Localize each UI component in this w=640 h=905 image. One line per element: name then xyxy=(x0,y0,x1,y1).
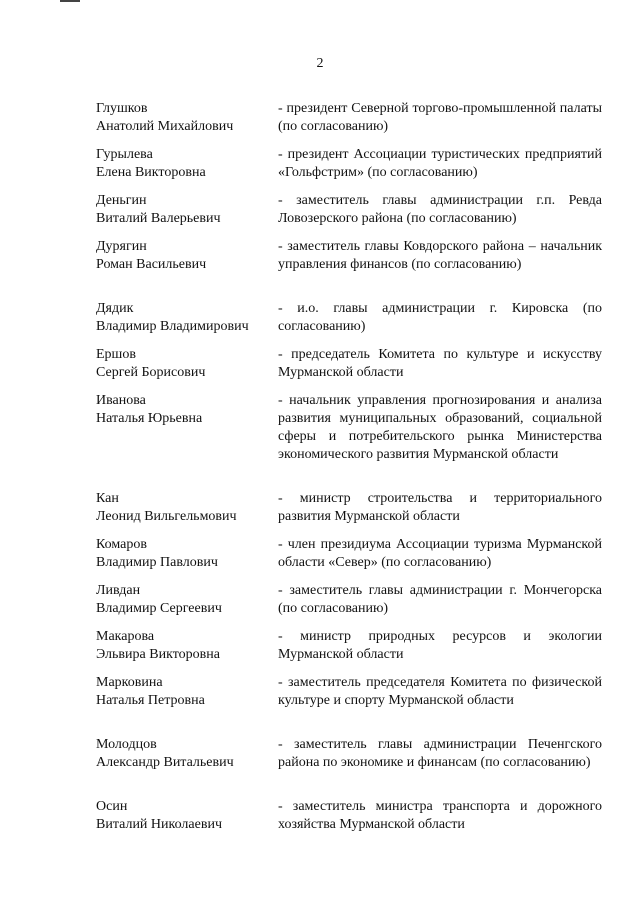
member-surname: Гурылева xyxy=(96,147,153,162)
member-surname: Глушков xyxy=(96,101,148,116)
member-name xyxy=(96,536,276,572)
member-name xyxy=(96,392,276,428)
top-rule xyxy=(60,0,80,2)
member-surname: Дурягин xyxy=(96,239,147,254)
member-given-names: Александр Витальевич xyxy=(96,755,234,770)
member-name xyxy=(96,674,276,710)
member-name xyxy=(96,736,276,772)
member-name xyxy=(96,192,276,228)
member-role: - заместитель председателя Комитета по физической культуре и спорту Мурманской области xyxy=(278,675,602,708)
member-role: - министр строительства и территориального развития Мурманской области xyxy=(278,491,602,524)
member-name xyxy=(96,146,276,182)
member-given-names: Владимир Сергеевич xyxy=(96,601,222,616)
member-role: - заместитель главы администрации Печенгского района по экономике и финансам (по согласованию) xyxy=(278,737,602,770)
member-role: - член президиума Ассоциации туризма Мурманской области «Север» (по согласованию) xyxy=(278,537,602,570)
member-surname: Макарова xyxy=(96,629,155,644)
member-surname: Ливдан xyxy=(96,583,141,598)
member-given-names: Наталья Юрьевна xyxy=(96,411,203,426)
member-role: - председатель Комитета по культуре и искусству Мурманской области xyxy=(278,347,602,380)
member-surname: Осин xyxy=(96,799,128,814)
member-name xyxy=(96,628,276,664)
member-given-names: Эльвира Викторовна xyxy=(96,647,220,662)
member-given-names: Роман Васильевич xyxy=(96,257,207,272)
member-role: - заместитель главы администрации г.п. Ревда Ловозерского района (по согласованию) xyxy=(278,193,602,226)
member-surname: Дядик xyxy=(96,301,134,316)
member-given-names: Елена Викторовна xyxy=(96,165,206,180)
member-role: - заместитель главы администрации г. Мончегорска (по согласованию) xyxy=(278,583,602,616)
member-role: - министр природных ресурсов и экологии Мурманской области xyxy=(278,629,602,662)
member-name xyxy=(96,238,276,274)
member-role: - президент Ассоциации туристических предприятий «Гольфстрим» (по согласованию) xyxy=(278,147,602,180)
member-given-names: Сергей Борисович xyxy=(96,365,206,380)
member-given-names: Владимир Павлович xyxy=(96,555,218,570)
member-name xyxy=(96,582,276,618)
member-surname: Комаров xyxy=(96,537,147,552)
member-name xyxy=(96,300,276,336)
member-role: - заместитель министра транспорта и дорожного хозяйства Мурманской области xyxy=(278,799,602,832)
member-given-names: Наталья Петровна xyxy=(96,693,205,708)
member-given-names: Виталий Валерьевич xyxy=(96,211,221,226)
member-given-names: Владимир Владимирович xyxy=(96,319,249,334)
page-number: 2 xyxy=(316,56,324,71)
member-surname: Молодцов xyxy=(96,737,157,752)
member-role: - заместитель главы Ковдорского района – начальник управления финансов (по согласованию) xyxy=(278,239,602,272)
member-surname: Марковина xyxy=(96,675,163,690)
member-surname: Кан xyxy=(96,491,119,506)
member-name xyxy=(96,100,276,136)
member-surname: Ершов xyxy=(96,347,136,362)
member-name xyxy=(96,798,276,834)
member-given-names: Виталий Николаевич xyxy=(96,817,222,832)
member-name xyxy=(96,490,276,526)
member-role: - президент Северной торгово-промышленной палаты (по согласованию) xyxy=(278,101,602,134)
member-surname: Иванова xyxy=(96,393,146,408)
member-given-names: Леонид Вильгельмович xyxy=(96,509,237,524)
member-given-names: Анатолий Михайлович xyxy=(96,119,234,134)
member-role: - и.о. главы администрации г. Кировска (по согласованию) xyxy=(278,301,602,334)
member-role: - начальник управления прогнозирования и анализа развития муниципальных образований, социальной сферы и потребительского рынка Министерства экономического развития Мурманской области xyxy=(278,393,602,462)
member-surname: Деньгин xyxy=(96,193,147,208)
member-name xyxy=(96,346,276,382)
